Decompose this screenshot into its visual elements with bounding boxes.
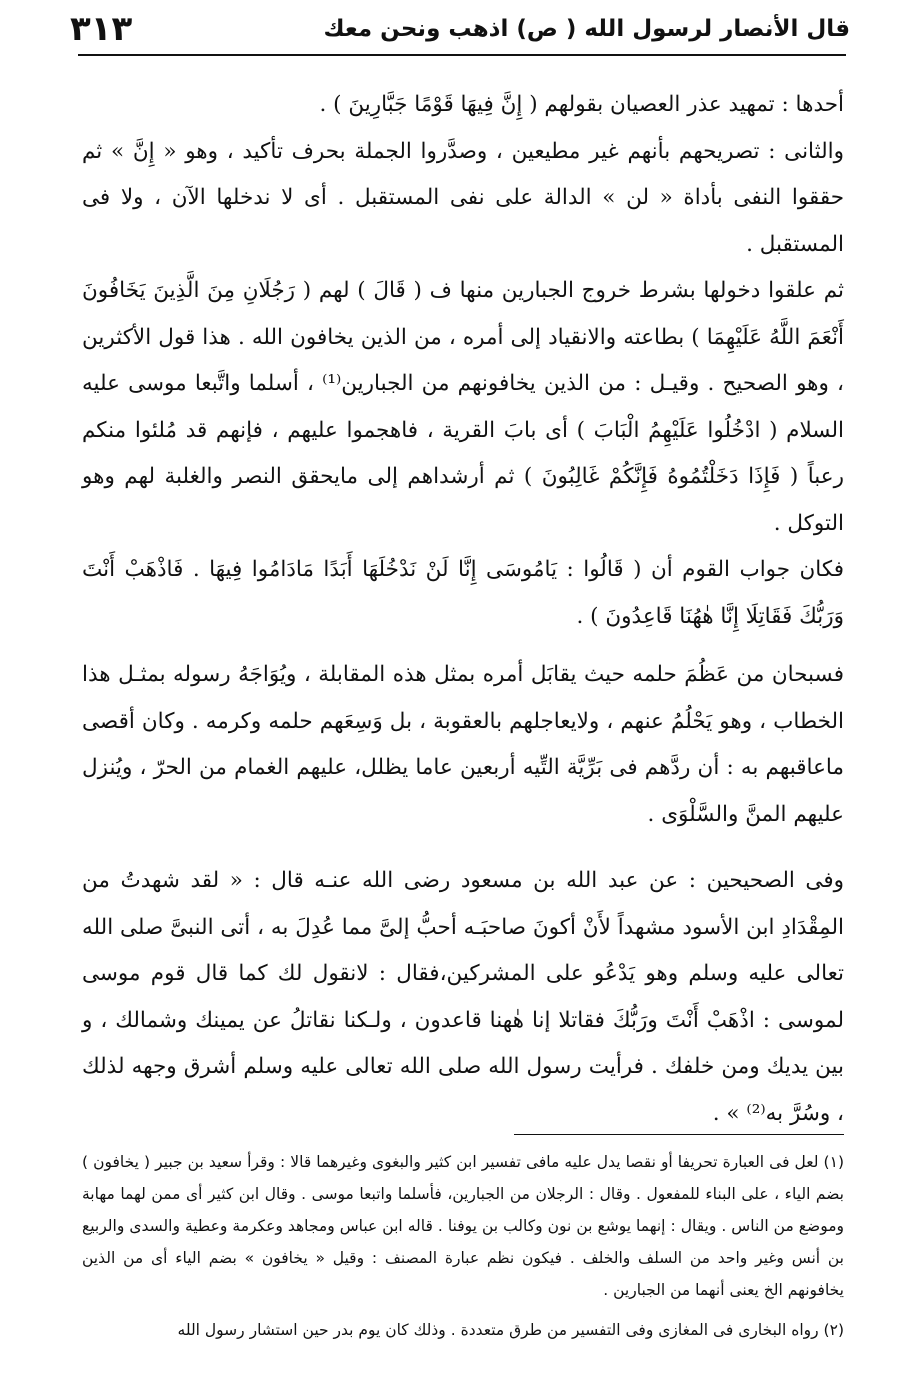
header-rule xyxy=(78,54,846,56)
footnotes xyxy=(82,1146,844,1346)
main-text xyxy=(82,82,844,1137)
running-header xyxy=(70,6,850,52)
running-title: قال الأنصار لرسول الله ( ص) اذهب ونحن معك xyxy=(323,16,850,42)
footnote-2: (٢) رواه البخارى فى المغازى وفى التفسير من طرق متعددة . وذلك كان يوم بدر حين استشار رسول الله xyxy=(177,1321,844,1339)
paragraph-first-reason: أحدها : تمهيد عذر العصيان بقولهم ( إِنَّ فِيهَا قَوْمًا جَبَّارِينَ ) . xyxy=(319,92,844,117)
paragraph-divine-forbearance: فسبحان من عَظُمَ حلمه حيث يقابَل أمره بمثل هذه المقابلة ، ويُوَاجَهُ رسوله بمثـل هذا الخطاب ، وهو يَحْلُمُ عنهم ، ولايعاجلهم بالعقوبة ، بل وَسِعَهم حلمه وكرمه . وكان أقصى ماعاقبهم به : أن ردَّهم فى بَرِّيَّة التِّيه أربعين عاما يظلل، عليهم الغمام من الحرّ ، ويُنزل عليهم المنَّ والسَّلْوَى . xyxy=(82,662,844,827)
paragraph-hadith: وفى الصحيحين : عن عبد الله بن مسعود رضى الله عنـه قال : « لقد شهدتُ من المِقْدَادِ ابن الأسود مشهداً لأَنْ أكونَ صاحبَـه أحبُّ إلىَّ مما عُدِلَ به ، أتى النبىَّ صلى الله تعالى عليه وسلم وهو يَدْعُو على المشركين،فقال : لانقول لك كما قال قوم موسى لموسى : اذْهَبْ أَنْتَ ورَبُّكَ فقاتلا إنا هٰهنا قاعدون ، ولـكنا نقاتلُ عن يمينك وشمالك ، و بين يديك ومن خلفك . فرأيت رسول الله صلى الله تعالى عليه وسلم أشرق وجهه لذلك ، وسُرَّ به⁽²⁾ » . xyxy=(82,868,844,1126)
footnote-1: (١) لعل فى العبارة تحريفا أو نقصا يدل عليه مافى تفسير ابن كثير والبغوى وغيرهما قالا : وقرأ سعيد بن جبير ( يخافون ) بضم الياء ، على البناء للمفعول . وقال : الرجلان من الجبارين، فأسلما واتبعا موسى . وقال ابن كثير أى ممن لهما مهابة وموضع من الناس . ويقال : إنهما يوشع بن نون وكالب بن يوفنا . قاله ابن عباس ومجاهد وعكرمة وعطية والسدى والربيع بن أنس وغير واحد من السلف والخلف . فيكون نظم عبارة المصنف : وقيل « يخافون » بضم الياء أى من الذين يخافونهم الخ يعنى أنهما من الجبارين . xyxy=(82,1153,844,1299)
paragraph-two-men: ثم علقوا دخولها بشرط خروج الجبارين منها ف ( قَالَ ) لهم ( رَجُلَانِ مِنَ الَّذِينَ يَخَافُونَ أَنْعَمَ اللَّهُ عَلَيْهِمَا ) بطاعته والانقياد إلى أمره ، من الذين يخافون الله . هذا قول الأكثرين ، وهو الصحيح . وقيـل : من الذين يخافونهم من الجبارين⁽¹⁾ ، أسلما واتَّبعا موسى عليه السلام ( ادْخُلُوا عَلَيْهِمُ الْبَابَ ) أى بابَ القرية ، فاهجموا عليهم ، فإنهم قد مُلئوا منكم رعباً ( فَإِذَا دَخَلْتُمُوهُ فَإِنَّكُمْ غَالِبُونَ ) ثم أرشداهم إلى مايحقق النصر والغلبة لهم وهو التوكل . xyxy=(82,278,844,536)
page-number: ٣١٣ xyxy=(70,9,133,49)
footnote-divider xyxy=(514,1134,844,1135)
paragraph-people-answer: فكان جواب القوم أن ( قَالُوا : يَامُوسَى إِنَّا لَنْ نَدْخُلَهَا أَبَدًا مَادَامُوا فِيهَا . فَاذْهَبْ أَنْتَ وَرَبُّكَ فَقَاتِلَا إِنَّا هٰهُنَا قَاعِدُونَ ) . xyxy=(82,557,844,629)
paragraph-second-reason: والثانى : تصريحهم بأنهم غير مطيعين ، وصدَّروا الجملة بحرف تأكيد ، وهو « إِنَّ » ثم حققوا النفى بأداة « لن » الدالة على نفى المستقبل . أى لا ندخلها الآن ، ولا فى المستقبل . xyxy=(82,138,844,257)
